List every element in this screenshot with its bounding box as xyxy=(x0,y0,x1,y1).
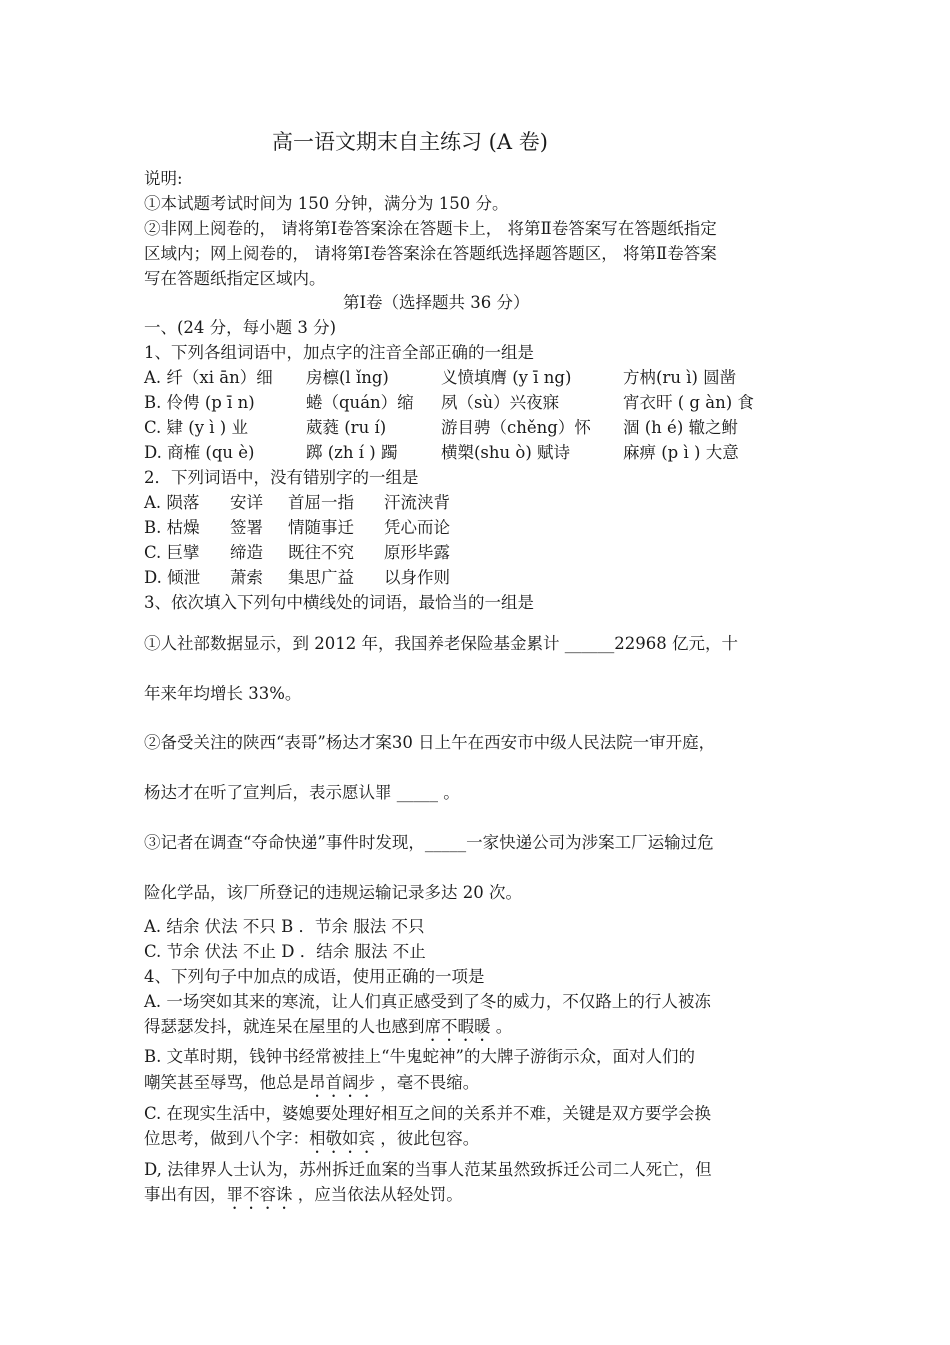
q4-option-d-idiom: 罪不容诛 xyxy=(226,1185,293,1204)
q3-sentence-2-line-1: ②备受关注的陕西“表哥”杨达才案30 日上午在西安市中级人民法院一审开庭， xyxy=(144,733,716,752)
q4-option-d-line-1: D, 法律界人士认为，苏州拆迁血案的当事人范某虽然致拆迁公司二人死亡，但 xyxy=(144,1160,712,1179)
q3-sentence-3-line-1: ③记者在调查“夺命快递”事件时发现，_____一家快递公司为涉案工厂运输过危 xyxy=(144,833,714,852)
q4-option-d-tail: ，应当依法从轻处罚。 xyxy=(292,1185,463,1204)
q2-stem: 2．下列词语中，没有错别字的一组是 xyxy=(144,468,419,487)
q2-option-d-word2: 萧索 xyxy=(230,568,263,587)
q4-option-d-line-2 xyxy=(144,1184,463,1213)
q4-option-b-tail: ，毫不畏缩。 xyxy=(375,1073,480,1092)
q1-option-d-word1: D. 商榷 (qu è) xyxy=(144,443,255,462)
q2-option-a-word2: 安详 xyxy=(230,493,263,512)
instruction-line-1: ①本试题考试时间为 150 分钟，满分为 150 分。 xyxy=(144,194,509,213)
q4-option-d-text: 事出有因， xyxy=(144,1185,227,1204)
q2-option-b-word1: B. 枯燥 xyxy=(144,518,200,537)
q1-option-b-word4: 宵衣旰 ( g àn) 食 xyxy=(623,393,754,412)
q4-option-c-line-2 xyxy=(144,1128,479,1157)
q2-option-a-word3: 首屈一指 xyxy=(288,493,354,512)
q1-option-a-word1: A. 纤（xi ān）细 xyxy=(144,368,273,387)
q1-option-d-word2: 踯 (zh í ) 躅 xyxy=(306,443,398,462)
q3-sentence-1-line-1: ①人社部数据显示，到 2012 年，我国养老保险基金累计 ______22968 亿元，十 xyxy=(144,634,738,653)
q2-option-c-word4: 原形毕露 xyxy=(384,543,450,562)
instruction-line-3: 区域内；网上阅卷的， 请将第Ⅰ卷答案涂在答题纸选择题答题区， 将第Ⅱ卷答案 xyxy=(144,244,717,263)
q4-option-a-tail: 。 xyxy=(490,1017,513,1036)
q4-stem: 4、下列句子中加点的成语，使用正确的一项是 xyxy=(144,967,485,986)
q3-stem: 3、依次填入下列句中横线处的词语，最恰当的一组是 xyxy=(144,593,534,612)
q2-option-b-word3: 情随事迁 xyxy=(288,518,354,537)
instruction-line-2: ②非网上阅卷的， 请将第Ⅰ卷答案涂在答题卡上， 将第Ⅱ卷答案写在答题纸指定 xyxy=(144,219,717,238)
q1-option-b-word1: B. 伶俜 (p ī n) xyxy=(144,393,255,412)
instruction-line-4: 写在答题纸指定区域内。 xyxy=(144,269,326,288)
q4-option-b-line-1: B. 文革时期，钱钟书经常被挂上“牛鬼蛇神”的大牌子游街示众，面对人们的 xyxy=(144,1047,695,1066)
q4-option-a-text: 得瑟瑟发抖，就连呆在屋里的人也感到 xyxy=(144,1017,425,1036)
q1-option-c-word2: 葳蕤 (ru í) xyxy=(306,418,387,437)
q3-options-ab: A. 结余 伏法 不只 B ．节余 服法 不只 xyxy=(144,917,425,936)
q1-option-c-word4: 涸 (h é) 辙之鲋 xyxy=(623,418,739,437)
q2-option-d-word1: D. 倾泄 xyxy=(144,568,201,587)
q2-option-c-word3: 既往不究 xyxy=(288,543,354,562)
instructions-heading: 说明: xyxy=(144,169,183,188)
q2-option-c-word1: C. 巨擘 xyxy=(144,543,200,562)
q4-option-c-tail: ，彼此包容。 xyxy=(375,1129,480,1148)
q4-option-a-idiom: 席不暇暖 xyxy=(424,1017,491,1036)
q2-option-b-word4: 凭心而论 xyxy=(384,518,450,537)
q1-option-b-word3: 夙（sù）兴夜寐 xyxy=(441,393,560,412)
q2-option-a-word1: A. 陨落 xyxy=(144,493,200,512)
q4-option-c-text: 位思考，做到八个字： xyxy=(144,1129,309,1148)
q1-option-c-word3: 游目骋（chěng）怀 xyxy=(441,418,591,437)
q1-option-d-word3: 横槊(shu ò) 赋诗 xyxy=(441,443,571,462)
section-title: 第Ⅰ卷（选择题共 36 分） xyxy=(343,293,530,312)
q1-stem: 1、下列各组词语中，加点字的注音全部正确的一组是 xyxy=(144,343,534,362)
q1-option-b-word2: 蜷（quán）缩 xyxy=(306,393,414,412)
q1-option-a-word2: 房檩(l ǐng) xyxy=(306,368,389,387)
q1-option-a-word4: 方枘(ru ì) 圆凿 xyxy=(623,368,737,387)
exam-title: 高一语文期末自主练习 (A 卷) xyxy=(272,130,548,154)
q2-option-b-word2: 签署 xyxy=(230,518,263,537)
part-heading: 一、(24 分，每小题 3 分) xyxy=(144,318,337,337)
q4-option-b-text: 嘲笑甚至辱骂，他总是 xyxy=(144,1073,309,1092)
q3-options-cd: C. 节余 伏法 不止 D ．结余 服法 不止 xyxy=(144,942,426,961)
q1-option-c-word1: C. 肄 (y ì ) 业 xyxy=(144,418,248,437)
q2-option-c-word2: 缔造 xyxy=(230,543,263,562)
q1-option-a-word3: 义愤填膺 (y ī ng) xyxy=(441,368,572,387)
q4-option-c-idiom: 相敬如宾 xyxy=(309,1129,375,1148)
q2-option-d-word4: 以身作则 xyxy=(384,568,450,587)
q4-option-b-line-2 xyxy=(144,1072,479,1101)
q4-option-c-line-1: C. 在现实生活中，婆媳要处理好相互之间的关系并不难，关键是双方要学会换 xyxy=(144,1104,712,1123)
q4-option-a-line-1: A. 一场突如其来的寒流，让人们真正感受到了冬的威力，不仅路上的行人被冻 xyxy=(144,992,711,1011)
q4-option-a-line-2 xyxy=(144,1016,512,1045)
q3-sentence-1-line-2: 年来年均增长 33%。 xyxy=(144,684,302,703)
q4-option-b-idiom: 昂首阔步 xyxy=(309,1073,375,1092)
q1-option-d-word4: 麻痹 (p ì ) 大意 xyxy=(623,443,739,462)
q2-option-d-word3: 集思广益 xyxy=(288,568,354,587)
q2-option-a-word4: 汗流浃背 xyxy=(384,493,450,512)
q3-sentence-3-line-2: 险化学品，该厂所登记的违规运输记录多达 20 次。 xyxy=(144,883,522,902)
q3-sentence-2-line-2: 杨达才在听了宣判后，表示愿认罪 _____ 。 xyxy=(144,783,460,802)
